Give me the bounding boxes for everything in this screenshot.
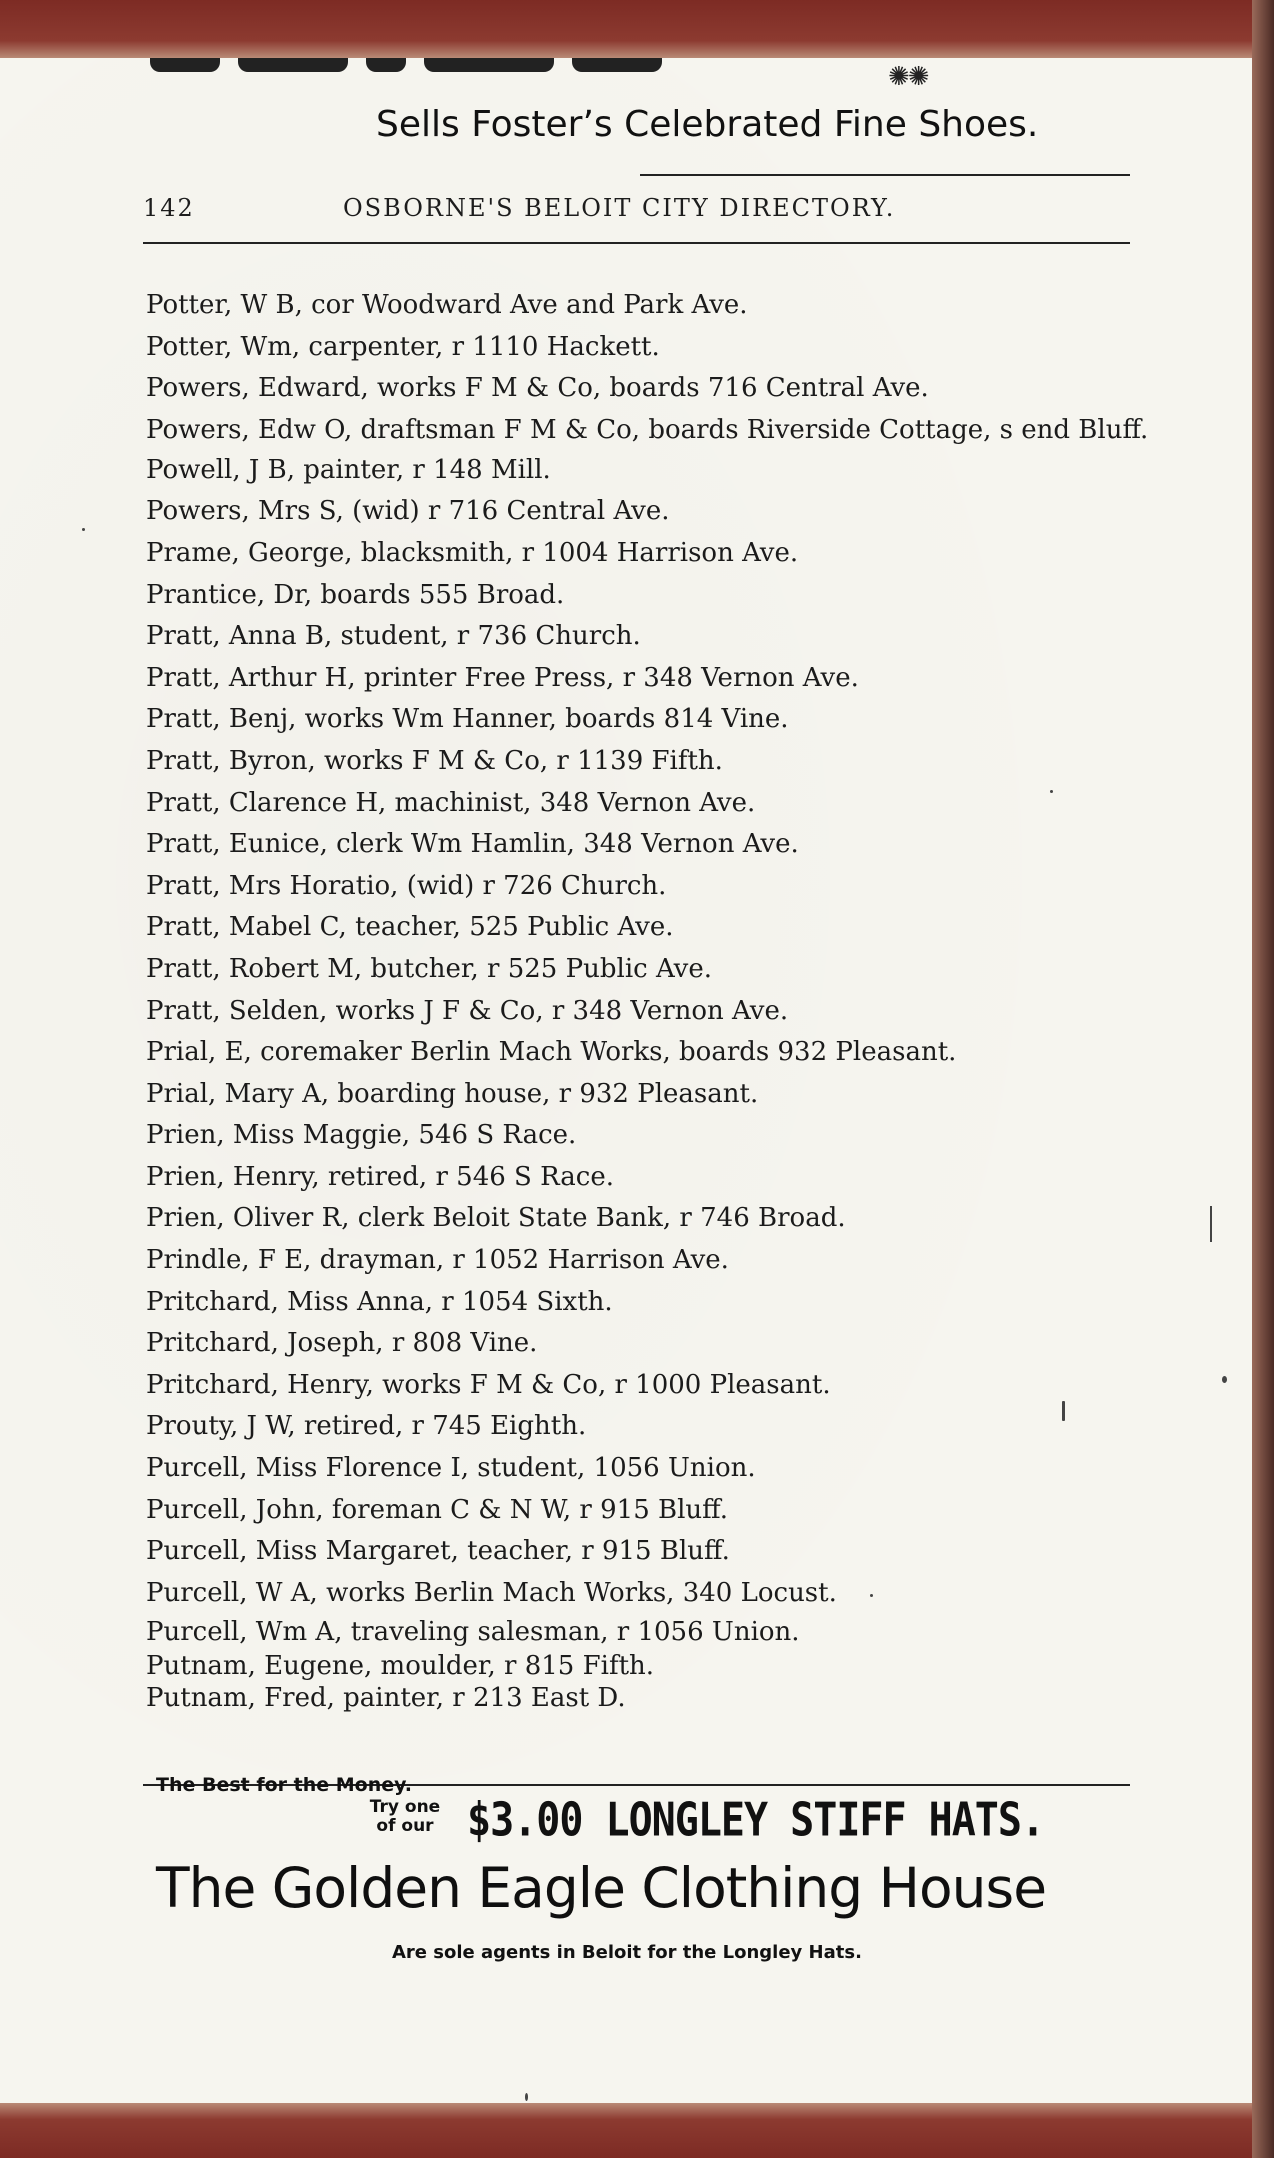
header-rule-top — [640, 174, 1130, 176]
print-speck — [525, 2093, 528, 2101]
list-item: Putnam, Eugene, moulder, r 815 Fifth. — [146, 1651, 655, 1682]
list-item: Pratt, Mabel C, teacher, 525 Public Ave. — [146, 912, 674, 943]
cropped-script-banner — [150, 58, 710, 80]
list-item: Powers, Edw O, draftsman F M & Co, boards Riverside Cottage, s end Bluff. — [146, 414, 1149, 445]
list-item: Pritchard, Miss Anna, r 1054 Sixth. — [146, 1286, 613, 1317]
ad-agents-note: Are sole agents in Beloit for the Longley Hats. — [392, 1942, 862, 1963]
list-item: Purcell, W A, works Berlin Mach Works, 340 Locust. — [146, 1577, 837, 1608]
ad-store-name: The Golden Eagle Clothing House — [156, 1856, 1047, 1920]
page-number: 142 — [143, 194, 195, 222]
list-item: Prien, Oliver R, clerk Beloit State Bank, r 746 Broad. — [146, 1203, 846, 1234]
ad-tagline: The Best for the Money. — [156, 1774, 413, 1796]
book-cover-edge-bottom — [0, 2103, 1274, 2158]
list-item: Pratt, Robert M, butcher, r 525 Public Ave. — [146, 953, 713, 984]
list-item: Pratt, Selden, works J F & Co, r 348 Vernon Ave. — [146, 995, 789, 1026]
list-item: Potter, W B, cor Woodward Ave and Park Ave. — [146, 290, 748, 320]
list-item: Purcell, Wm A, traveling salesman, r 1056 Union. — [146, 1617, 800, 1648]
list-item: Powers, Edward, works F M & Co, boards 716 Central Ave. — [146, 373, 929, 404]
list-item: Pritchard, Henry, works F M & Co, r 1000 Pleasant. — [146, 1369, 831, 1400]
directory-page — [0, 58, 1252, 2103]
list-item: Purcell, Miss Margaret, teacher, r 915 Bluff. — [146, 1536, 730, 1567]
list-item: Prindle, F E, drayman, r 1052 Harrison Ave. — [146, 1245, 729, 1276]
list-item: Prial, Mary A, boarding house, r 932 Pleasant. — [146, 1078, 759, 1109]
print-speck — [1050, 790, 1053, 793]
print-speck — [870, 1594, 873, 1597]
book-spine-edge-right — [1252, 0, 1274, 2158]
list-item: Pratt, Arthur H, printer Free Press, r 348 Vernon Ave. — [146, 662, 859, 693]
ad-product: $3.00 LONGLEY STIFF HATS. — [467, 1794, 1045, 1847]
book-cover-edge-top — [0, 0, 1274, 58]
list-item: Pratt, Eunice, clerk Wm Hamlin, 348 Vernon Ave. — [146, 829, 799, 860]
directory-title: OSBORNE'S BELOIT CITY DIRECTORY. — [343, 194, 896, 222]
list-item: Purcell, Miss Florence I, student, 1056 Union. — [146, 1453, 756, 1484]
list-item: Putnam, Fred, painter, r 213 East D. — [146, 1683, 626, 1714]
print-speck — [1210, 1206, 1212, 1242]
print-speck — [1062, 1401, 1065, 1421]
list-item: Pratt, Benj, works Wm Hanner, boards 814 Vine. — [146, 704, 789, 735]
print-speck — [1222, 1376, 1227, 1383]
list-item: Pratt, Byron, works F M & Co, r 1139 Fifth. — [146, 745, 723, 776]
ad-try-text — [360, 1798, 450, 1836]
ad-try-line: of our — [376, 1816, 434, 1836]
list-item: Prame, George, blacksmith, r 1004 Harrison Ave. — [146, 537, 799, 568]
header-rule-bottom — [143, 242, 1130, 244]
list-item: Powers, Mrs S, (wid) r 716 Central Ave. — [146, 496, 670, 527]
list-item: Purcell, John, foreman C & N W, r 915 Bluff. — [146, 1494, 728, 1525]
ad-try-line: Try one — [369, 1797, 441, 1817]
list-item: Pritchard, Joseph, r 808 Vine. — [146, 1328, 538, 1359]
list-item: Prantice, Dr, boards 555 Broad. — [146, 579, 565, 610]
list-item: Prouty, J W, retired, r 745 Eighth. — [146, 1411, 587, 1442]
list-item: Prial, E, coremaker Berlin Mach Works, boards 932 Pleasant. — [146, 1037, 957, 1068]
list-item: Powell, J B, painter, r 148 Mill. — [146, 454, 551, 485]
ornament-flourish-icon: ✺✺ — [888, 62, 928, 92]
print-speck — [82, 528, 85, 531]
shoe-advertisement: Sells Foster’s Celebrated Fine Shoes. — [376, 104, 1039, 145]
list-item: Pratt, Mrs Horatio, (wid) r 726 Church. — [146, 870, 667, 901]
list-item: Pratt, Anna B, student, r 736 Church. — [146, 621, 641, 652]
list-item: Prien, Miss Maggie, 546 S Race. — [146, 1120, 577, 1151]
directory-entries — [146, 285, 1149, 1714]
list-item: Pratt, Clarence H, machinist, 348 Vernon Ave. — [146, 787, 756, 818]
list-item: Prien, Henry, retired, r 546 S Race. — [146, 1161, 615, 1192]
list-item: Potter, Wm, carpenter, r 1110 Hackett. — [146, 331, 660, 362]
